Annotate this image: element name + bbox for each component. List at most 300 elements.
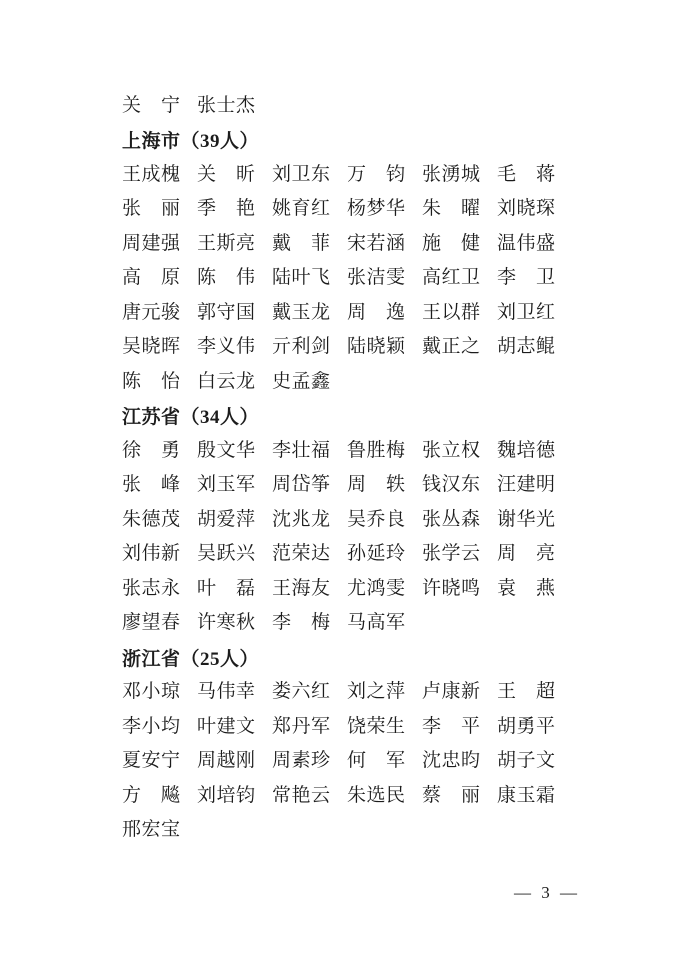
name-row	[122, 744, 562, 779]
name-char: 刚	[235, 750, 255, 772]
person-name	[197, 234, 255, 253]
name-char: 张	[122, 198, 142, 220]
name-char: 平	[535, 715, 555, 737]
name-char: 胜	[366, 439, 386, 461]
name-row	[122, 709, 562, 744]
name-char: 湧	[441, 163, 461, 185]
person-name	[497, 786, 555, 805]
name-char: 玲	[385, 543, 405, 565]
name-char: 伟	[235, 267, 255, 289]
person-name	[422, 303, 480, 322]
name-char: 良	[385, 508, 405, 530]
name-char: 延	[366, 543, 386, 565]
name-row	[122, 261, 562, 296]
name-char: 陈	[122, 370, 142, 392]
name-char: 龙	[310, 508, 330, 530]
name-char: 岱	[291, 474, 311, 496]
person-name	[347, 510, 405, 529]
name-char: 朱	[347, 784, 367, 806]
person-name	[347, 544, 405, 563]
name-char: 华	[516, 508, 536, 530]
name-char: 刘	[347, 681, 367, 703]
name-char: 何	[347, 750, 367, 772]
name-char: 涵	[385, 232, 405, 254]
name-row	[122, 675, 562, 710]
name-char: 琛	[535, 198, 555, 220]
person-name	[497, 199, 555, 218]
name-char: 建	[216, 715, 236, 737]
name-char: 剑	[310, 336, 330, 358]
name-row	[122, 192, 562, 227]
person-name	[497, 303, 555, 322]
name-char: 越	[216, 750, 236, 772]
name-char: 胡	[197, 508, 217, 530]
name-char: 钱	[422, 474, 442, 496]
name-char: 张	[422, 163, 442, 185]
name-row	[122, 157, 562, 192]
person-name	[197, 372, 255, 391]
name-char: 伟	[141, 543, 161, 565]
name-char: 孟	[291, 370, 311, 392]
name-char: 徐	[122, 439, 142, 461]
name-char: 吴	[197, 543, 217, 565]
person-name	[197, 682, 255, 701]
name-row	[122, 571, 562, 606]
name-char: 李	[422, 715, 442, 737]
name-char: 学	[441, 543, 461, 565]
name-char: 福	[310, 439, 330, 461]
name-char: 新	[460, 681, 480, 703]
name-char: 壮	[291, 439, 311, 461]
name-char: 周	[347, 474, 367, 496]
name-char: 元	[141, 301, 161, 323]
name-char: 常	[272, 784, 292, 806]
name-char: 洁	[366, 267, 386, 289]
name-char: 施	[422, 232, 442, 254]
name-char: 东	[310, 163, 330, 185]
person-name	[272, 303, 330, 322]
name-char: 萍	[235, 508, 255, 530]
name-char: 云	[460, 543, 480, 565]
name-char: 幸	[235, 681, 255, 703]
name-char: 民	[385, 784, 405, 806]
name-char: 刘	[122, 543, 142, 565]
person-name	[122, 441, 180, 460]
person-name	[347, 234, 405, 253]
person-name	[347, 165, 405, 184]
name-char: 李	[272, 612, 292, 634]
name-char: 明	[535, 474, 555, 496]
person-name	[422, 199, 480, 218]
name-char: 丽	[160, 198, 180, 220]
name-char: 廖	[122, 612, 142, 634]
name-char: 卫	[535, 267, 555, 289]
person-name	[347, 337, 405, 356]
person-name	[497, 717, 555, 736]
name-char: 丛	[441, 508, 461, 530]
name-char: 龙	[310, 301, 330, 323]
name-char: 德	[141, 508, 161, 530]
person-name	[197, 303, 255, 322]
person-name	[422, 751, 480, 770]
name-char: 德	[535, 439, 555, 461]
person-name	[122, 337, 180, 356]
name-char: 谢	[497, 508, 517, 530]
person-name	[197, 510, 255, 529]
name-char: 士	[216, 94, 236, 116]
name-char: 荣	[291, 543, 311, 565]
person-name	[497, 337, 555, 356]
name-char: 昕	[235, 163, 255, 185]
name-char: 雯	[385, 267, 405, 289]
person-name	[272, 199, 330, 218]
name-char: 轶	[385, 474, 405, 496]
name-char: 勇	[160, 439, 180, 461]
name-char: 季	[197, 198, 217, 220]
name-char: 亓	[272, 336, 292, 358]
name-char: 若	[366, 232, 386, 254]
name-char: 鸣	[460, 577, 480, 599]
name-char: 之	[460, 336, 480, 358]
name-char: 杰	[235, 94, 255, 116]
name-char: 叶	[291, 267, 311, 289]
person-name	[122, 96, 180, 115]
name-char: 夏	[122, 750, 142, 772]
name-char: 晓	[441, 577, 461, 599]
name-char: 钧	[385, 163, 405, 185]
name-char: 兴	[235, 543, 255, 565]
name-char: 周	[197, 750, 217, 772]
name-char: 魏	[497, 439, 517, 461]
name-char: 周	[497, 543, 517, 565]
person-name	[347, 613, 405, 632]
name-char: 盛	[535, 232, 555, 254]
name-char: 云	[216, 370, 236, 392]
person-name	[122, 372, 180, 391]
person-name	[422, 786, 480, 805]
name-char: 华	[385, 198, 405, 220]
name-char: 戴	[422, 336, 442, 358]
name-char: 伟	[216, 681, 236, 703]
name-char: 宝	[160, 819, 180, 841]
name-char: 寒	[216, 612, 236, 634]
name-char: 伟	[235, 336, 255, 358]
name-char: 亮	[535, 543, 555, 565]
person-name	[122, 786, 180, 805]
name-char: 沈	[272, 508, 292, 530]
name-char: 志	[516, 336, 536, 358]
name-char: 方	[122, 784, 142, 806]
name-char: 小	[141, 715, 161, 737]
name-char: 王	[197, 232, 217, 254]
person-name	[272, 786, 330, 805]
name-char: 云	[310, 784, 330, 806]
name-char: 尤	[347, 577, 367, 599]
name-char: 袁	[497, 577, 517, 599]
section-heading: 江苏省（34人）	[122, 407, 260, 429]
name-char: 刘	[497, 198, 517, 220]
name-char: 宁	[160, 750, 180, 772]
name-char: 李	[272, 439, 292, 461]
name-char: 周	[272, 750, 292, 772]
name-char: 达	[310, 543, 330, 565]
name-char: 培	[516, 439, 536, 461]
person-name	[422, 337, 480, 356]
name-char: 正	[441, 336, 461, 358]
person-name	[272, 579, 330, 598]
name-char: 生	[385, 715, 405, 737]
name-char: 杨	[347, 198, 367, 220]
name-char: 许	[422, 577, 442, 599]
name-char: 叶	[197, 715, 217, 737]
person-name	[272, 544, 330, 563]
person-name	[122, 199, 180, 218]
name-char: 珍	[310, 750, 330, 772]
person-name	[197, 165, 255, 184]
name-char: 素	[291, 750, 311, 772]
name-char: 子	[516, 750, 536, 772]
person-name	[497, 165, 555, 184]
name-char: 鑫	[310, 370, 330, 392]
name-char: 王	[497, 681, 517, 703]
name-char: 建	[141, 232, 161, 254]
name-char: 邢	[122, 819, 142, 841]
name-char: 育	[291, 198, 311, 220]
name-char: 光	[535, 508, 555, 530]
name-char: 胡	[497, 750, 517, 772]
name-char: 红	[535, 301, 555, 323]
name-char: 吴	[122, 336, 142, 358]
name-char: 宏	[141, 819, 161, 841]
name-char: 海	[291, 577, 311, 599]
name-char: 张	[122, 474, 142, 496]
person-name	[197, 613, 255, 632]
name-char: 红	[441, 267, 461, 289]
person-name	[497, 441, 555, 460]
sections-container	[122, 123, 562, 848]
name-char: 国	[235, 301, 255, 323]
person-name	[497, 751, 555, 770]
name-char: 张	[422, 439, 442, 461]
name-char: 友	[310, 577, 330, 599]
name-char: 许	[197, 612, 217, 634]
name-row	[122, 606, 562, 641]
name-char: 康	[441, 681, 461, 703]
name-char: 峰	[160, 474, 180, 496]
person-name	[422, 717, 480, 736]
name-char: 陈	[197, 267, 217, 289]
name-char: 立	[441, 439, 461, 461]
person-name	[122, 475, 180, 494]
name-char: 娄	[272, 681, 292, 703]
person-name	[347, 475, 405, 494]
name-char: 李	[197, 336, 217, 358]
name-char: 史	[272, 370, 292, 392]
name-char: 玉	[516, 784, 536, 806]
person-name	[422, 268, 480, 287]
name-char: 汉	[441, 474, 461, 496]
name-char: 怡	[160, 370, 180, 392]
name-char: 军	[385, 612, 405, 634]
name-char: 守	[216, 301, 236, 323]
person-name	[347, 682, 405, 701]
name-row	[122, 537, 562, 572]
name-char: 卫	[460, 267, 480, 289]
name-char: 卫	[516, 301, 536, 323]
name-char: 强	[160, 232, 180, 254]
name-char: 吴	[347, 508, 367, 530]
person-name	[122, 544, 180, 563]
page-number: — 3 —	[514, 883, 580, 902]
person-name	[122, 717, 180, 736]
person-name	[197, 751, 255, 770]
name-char: 刘	[197, 474, 217, 496]
name-char: 鲁	[347, 439, 367, 461]
person-name	[272, 337, 330, 356]
name-char: 刘	[497, 301, 517, 323]
name-char: 丽	[460, 784, 480, 806]
name-char: 之	[366, 681, 386, 703]
person-name	[122, 682, 180, 701]
name-char: 周	[272, 474, 292, 496]
name-char: 骏	[160, 301, 180, 323]
name-char: 兆	[291, 508, 311, 530]
name-char: 伟	[516, 232, 536, 254]
name-char: 琼	[160, 681, 180, 703]
person-name	[422, 682, 480, 701]
name-char: 张	[197, 94, 217, 116]
name-char: 马	[347, 612, 367, 634]
name-char: 万	[347, 163, 367, 185]
name-char: 文	[235, 715, 255, 737]
name-char: 六	[291, 681, 311, 703]
name-char: 张	[347, 267, 367, 289]
name-char: 朱	[122, 508, 142, 530]
person-name	[272, 372, 330, 391]
name-char: 梅	[385, 439, 405, 461]
name-char: 张	[422, 508, 442, 530]
name-char: 周	[347, 301, 367, 323]
name-char: 原	[160, 267, 180, 289]
name-row	[122, 433, 562, 468]
person-name	[422, 165, 480, 184]
name-char: 张	[122, 577, 142, 599]
name-char: 邓	[122, 681, 142, 703]
name-char: 逸	[385, 301, 405, 323]
person-name	[347, 303, 405, 322]
person-name	[497, 268, 555, 287]
name-char: 关	[197, 163, 217, 185]
name-char: 姚	[272, 198, 292, 220]
person-name	[272, 717, 330, 736]
name-char: 磊	[235, 577, 255, 599]
name-row	[122, 295, 562, 330]
name-char: 军	[385, 750, 405, 772]
person-name	[422, 475, 480, 494]
name-char: 戴	[272, 301, 292, 323]
person-name	[422, 579, 480, 598]
name-list	[122, 88, 562, 847]
person-name	[347, 717, 405, 736]
name-char: 刘	[272, 163, 292, 185]
name-char: 艳	[291, 784, 311, 806]
name-char: 飞	[310, 267, 330, 289]
person-name	[122, 303, 180, 322]
person-name	[197, 199, 255, 218]
person-name	[122, 613, 180, 632]
name-char: 胡	[497, 336, 517, 358]
name-char: 春	[160, 612, 180, 634]
name-char: 以	[441, 301, 461, 323]
person-name	[272, 475, 330, 494]
person-name	[272, 441, 330, 460]
name-char: 高	[122, 267, 142, 289]
name-row	[122, 813, 562, 848]
section-heading: 上海市（39人）	[122, 131, 260, 153]
person-name	[422, 510, 480, 529]
name-char: 均	[160, 715, 180, 737]
name-char: 红	[310, 198, 330, 220]
person-name	[347, 441, 405, 460]
name-char: 朱	[422, 198, 442, 220]
name-char: 晓	[366, 336, 386, 358]
section-heading: 浙江省（25人）	[122, 648, 260, 670]
person-name	[197, 268, 255, 287]
name-char: 李	[497, 267, 517, 289]
name-row	[122, 468, 562, 503]
name-row	[122, 364, 562, 399]
name-char: 萍	[385, 681, 405, 703]
continuation-name-row	[122, 88, 562, 123]
name-char: 晖	[160, 336, 180, 358]
name-char: 义	[216, 336, 236, 358]
name-char: 殷	[197, 439, 217, 461]
name-char: 培	[216, 784, 236, 806]
name-char: 龙	[235, 370, 255, 392]
name-char: 利	[291, 336, 311, 358]
person-name	[422, 234, 480, 253]
name-char: 爱	[216, 508, 236, 530]
name-char: 梦	[366, 198, 386, 220]
name-char: 康	[497, 784, 517, 806]
name-char: 森	[460, 508, 480, 530]
person-name	[197, 441, 255, 460]
person-name	[272, 510, 330, 529]
name-char: 小	[141, 681, 161, 703]
name-char: 健	[460, 232, 480, 254]
name-char: 丹	[291, 715, 311, 737]
name-char: 军	[235, 474, 255, 496]
person-name	[347, 268, 405, 287]
name-char: 王	[422, 301, 442, 323]
name-char: 戴	[272, 232, 292, 254]
name-char: 沈	[422, 750, 442, 772]
person-name	[347, 751, 405, 770]
name-char: 志	[141, 577, 161, 599]
name-char: 饶	[347, 715, 367, 737]
name-char: 周	[122, 232, 142, 254]
person-name	[197, 786, 255, 805]
name-char: 跃	[216, 543, 236, 565]
name-char: 望	[141, 612, 161, 634]
name-char: 李	[122, 715, 142, 737]
person-name	[272, 234, 330, 253]
name-char: 乔	[366, 508, 386, 530]
name-char: 颖	[385, 336, 405, 358]
name-char: 陆	[272, 267, 292, 289]
name-char: 永	[160, 577, 180, 599]
name-char: 鲲	[535, 336, 555, 358]
